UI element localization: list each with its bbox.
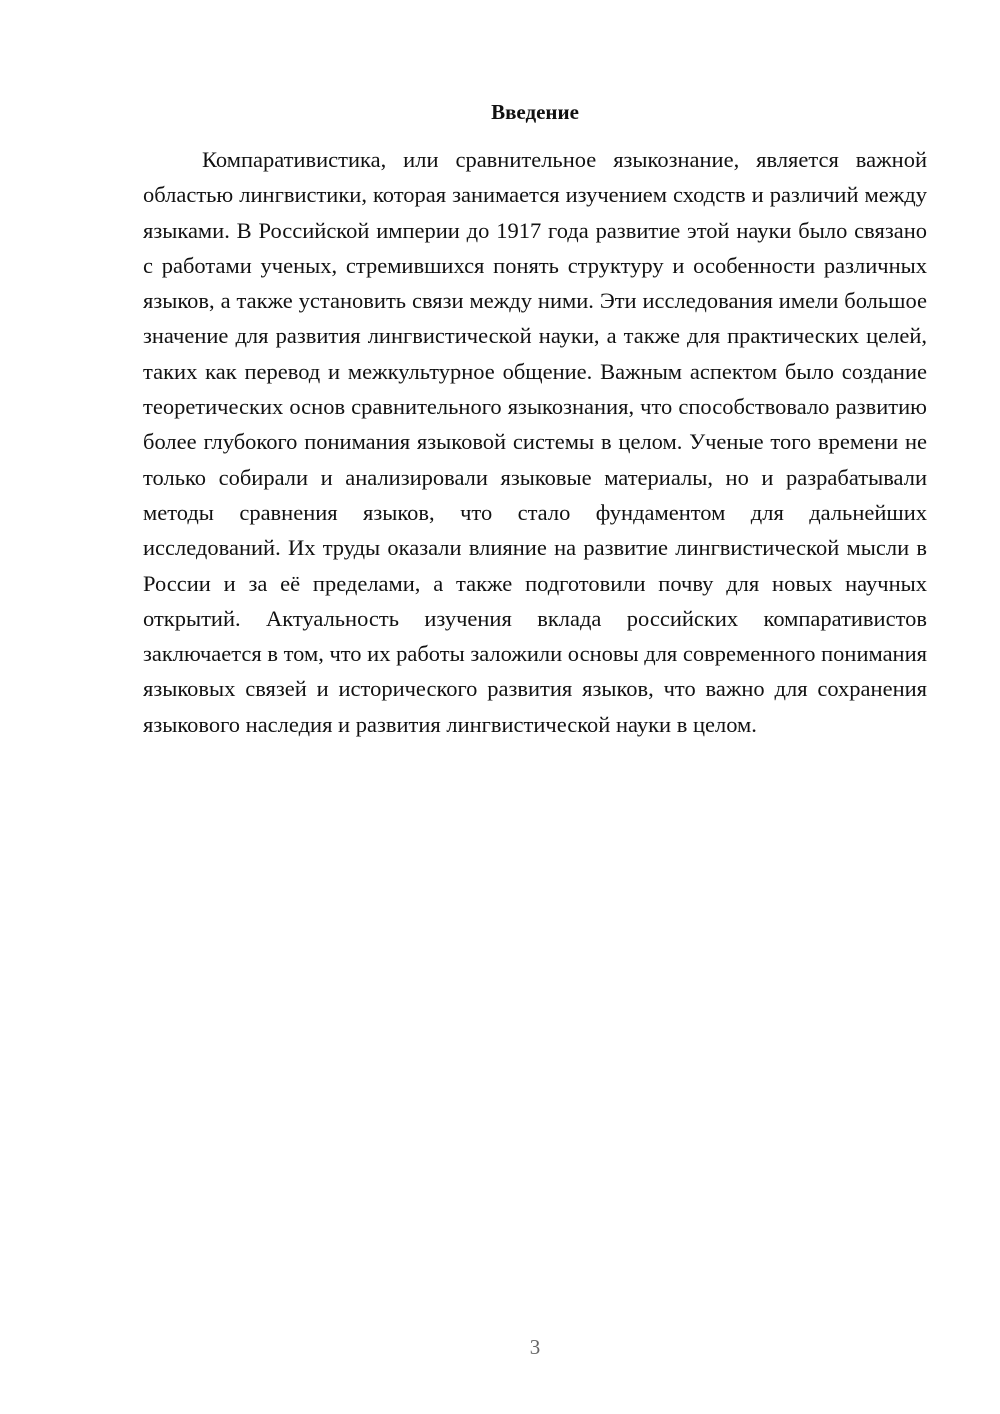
body-paragraph: Компаративистика, или сравнительное языкознание, является важной областью лингвистики, которая занимается изучением сходств и различий между языками. В Российской империи до 1917 года развитие этой науки было связано с работами ученых, стремившихся понять структуру и особенности различных языков, а также установить связи между ними. Эти исследования имели большое значение для развития лингвистической науки, а также для практических целей, таких как перевод и межкультурное общение. Важным аспектом было создание теоретических основ сравнительного языкознания, что способствовало развитию более глубокого понимания языковой системы в целом. Ученые того времени не только собирали и анализировали языковые материалы, но и разрабатывали методы сравнения языков, что стало фундаментом для дальнейших исследований. Их труды оказали влияние на развитие лингвистической мысли в России и за её пределами, а также подготовили почву для новых научных открытий. Актуальность изучения вклада российских компаративистов заключается в том, что их работы заложили основы для современного понимания языковых связей и исторического развития языков, что важно для сохранения языкового наследия и развития лингвистической науки в целом. bbox=[143, 147, 927, 737]
section-heading: Введение bbox=[491, 100, 579, 124]
page-number: 3 bbox=[529, 1335, 541, 1359]
